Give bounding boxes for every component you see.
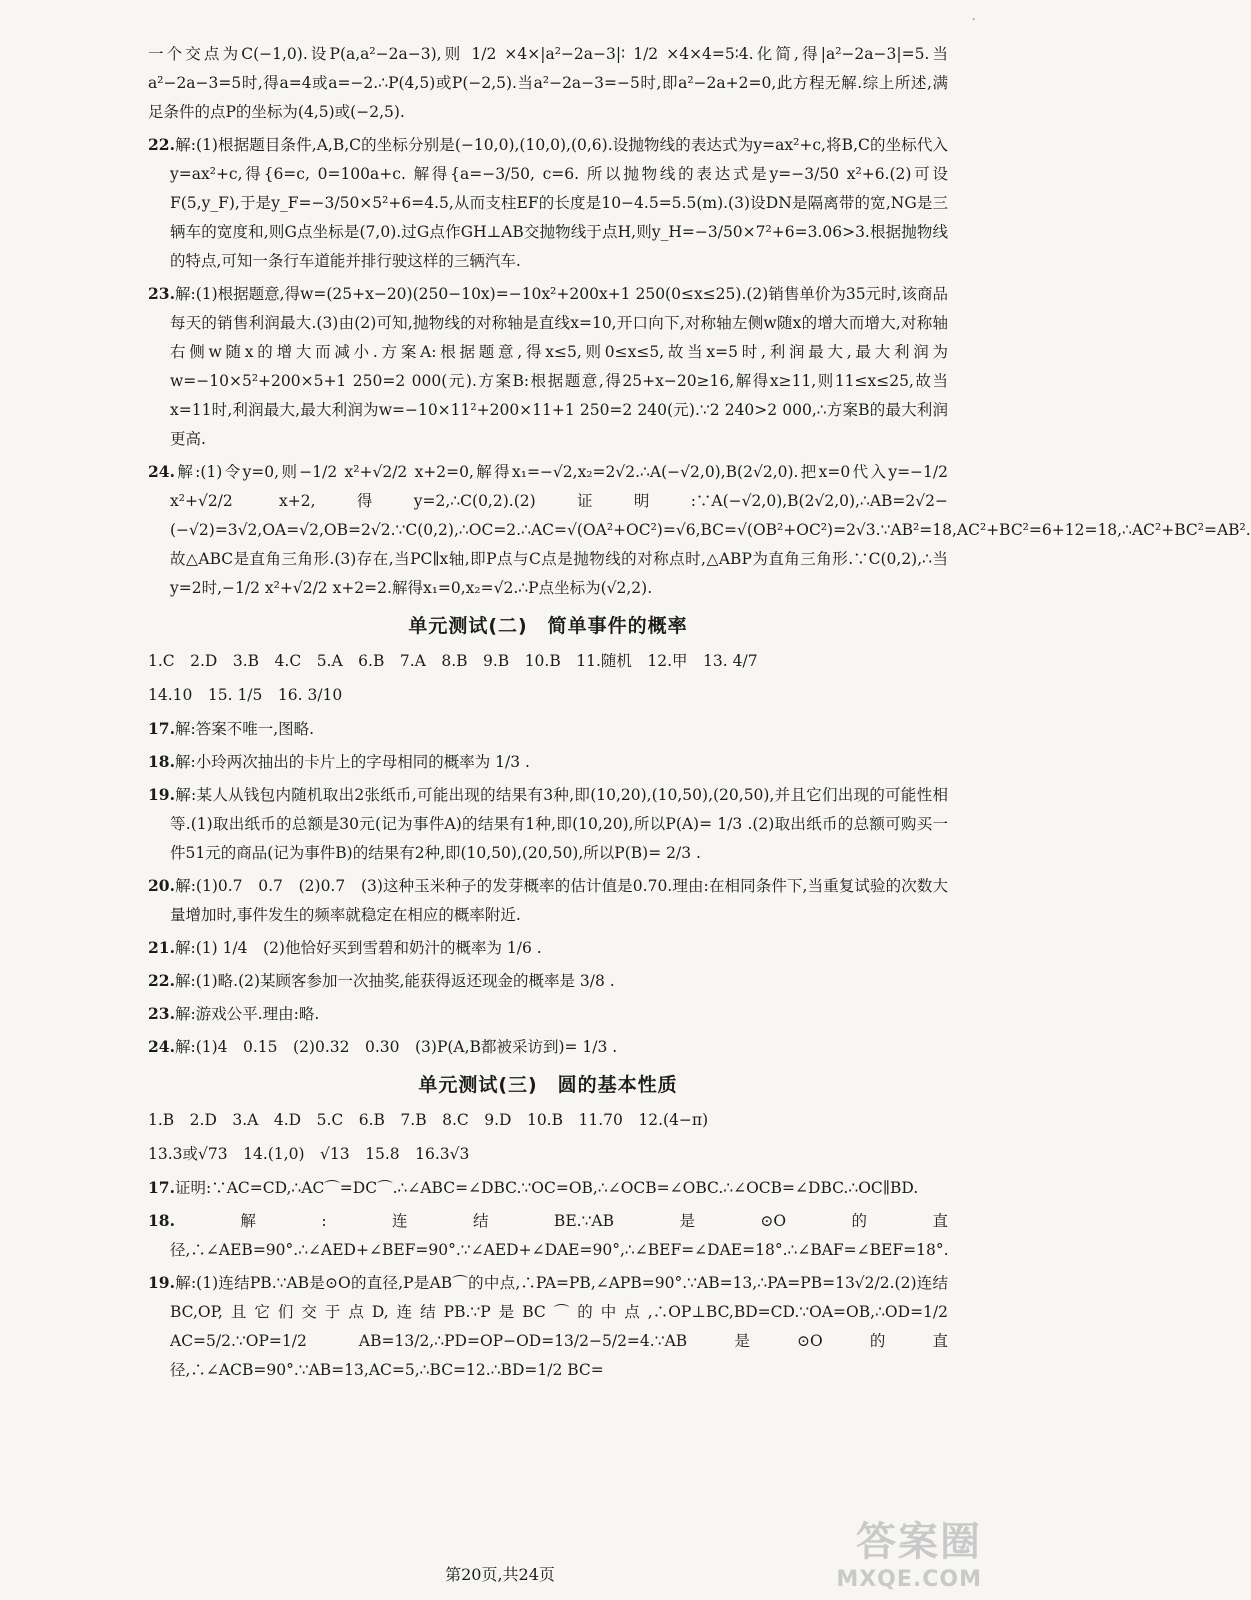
paragraph-continuation — [148, 40, 948, 127]
problem-number: 22. — [148, 135, 175, 154]
problem-number: 22. — [148, 971, 175, 990]
problem-text: 解:(1) 1/4 (2)他恰好买到雪碧和奶汁的概率为 1/6 . — [174, 939, 542, 957]
answer-line: 1.C 2.D 3.B 4.C 5.A 6.B 7.A 8.B 9.B 10.B 11.随机 12.甲 13. 4/7 — [148, 652, 758, 670]
problem-item — [148, 871, 948, 930]
problem-text: 解:(1)根据题意,得w=(25+x−20)(250−10x)=−10x²+200x+1 250(0≤x≤25).(2)销售单价为35元时,该商品每天的销售利润最大.(3)由(2)可知,抛物线的对称轴是直线x=10,开口向下,对称轴左侧w随x的增大而增大,对称轴右侧w随x的增大而减小.方案A:根据题意,得x≤5,则0≤x≤5,故当x=5时,利润最大,最大利润为w=−10×5²+200×5+1 250=2 000(元).方案B:根据题意,得25+x−20≥16,解得x≥11,则11≤x≤25,故当x=11时,利润最大,最大利润为w=−10×11²+200×11+1 250=2 240(元).∵2 240>2 000,∴方案B的最大利润更高. — [170, 285, 948, 448]
problem-text: 解:连结BE.∵AB是⊙O的直径,∴∠AEB=90°.∴∠AED+∠BEF=90°.∵∠AED+∠DAE=90°,∴∠BEF=∠DAE=18°.∴∠BAF=∠BEF=18°. — [170, 1212, 949, 1259]
problem-number: 18. — [148, 1211, 175, 1230]
problem-item — [148, 999, 948, 1029]
problem-number: 18. — [148, 752, 175, 771]
problem-24 — [148, 457, 1251, 603]
problem-number: 20. — [148, 876, 175, 895]
page-footer: 第20页,共24页 — [445, 1565, 555, 1584]
problem-text: 解:答案不唯一,图略. — [174, 720, 315, 738]
problem-text: 证明:∵AC=CD,∴AC⌒=DC⌒.∴∠ABC=∠DBC.∵OC=OB,∴∠OCB=∠OBC.∴∠OCB=∠DBC.∴OC∥BD. — [174, 1179, 919, 1197]
problem-number: 17. — [148, 719, 175, 738]
answer-line: 14.10 15. 1/5 16. 3/10 — [148, 686, 343, 704]
problem-item — [148, 1206, 948, 1265]
problem-item — [148, 1032, 948, 1062]
problem-22 — [148, 130, 948, 276]
watermark-url: MXQE.COM — [836, 1567, 982, 1592]
problem-number: 24. — [148, 462, 175, 481]
problem-text: 解:小玲两次抽出的卡片上的字母相同的概率为 1/3 . — [174, 753, 530, 771]
problem-item — [148, 747, 948, 777]
problem-text: 解:(1)4 0.15 (2)0.32 0.30 (3)P(A,B都被采访到)= 1/3 . — [174, 1038, 618, 1056]
watermark-text: 答案圈 — [856, 1519, 982, 1565]
paragraph-text: 一个交点为C(−1,0).设P(a,a²−2a−3),则 1/2 ×4×|a²−2a−3|∶ 1/2 ×4×4=5∶4.化简,得|a²−2a−3|=5.当a²−2a−3=5时,得a=4或a=−2.∴P(4,5)或P(−2,5).当a²−2a−3=−5时,即a²−2a+2=0,此方程无解.综上所述,满足条件的点P的坐标为(4,5)或(−2,5). — [148, 45, 948, 121]
problem-number: 19. — [148, 785, 175, 804]
section-title-unit-2: 单元测试(二) 简单事件的概率 — [408, 615, 688, 637]
problem-text: 解:(1)令y=0,则−1/2 x²+√2/2 x+2=0,解得x₁=−√2,x₂=2√2.∴A(−√2,0),B(2√2,0).把x=0代入y=−1/2 x²+√2/2 x+2,得y=2,∴C(0,2).(2)证明:∵A(−√2,0),B(2√2,0),∴AB=2√2−(−√2)=3√2,OA=√2,OB=2√2.∵C(0,2),∴OC=2.∴AC=√(OA²+OC²)=√6,BC=√(OB²+OC²)=2√3.∵AB²=18,AC²+BC²=6+12=18,∴AC²+BC²=AB².故△ABC是直角三角形.(3)存在,当PC∥x轴,即P点与C点是抛物线的对称点时,△ABP为直角三角形.∵C(0,2),∴当y=2时,−1/2 x²+√2/2 x+2=2.解得x₁=0,x₂=√2.∴P点坐标为(√2,2). — [170, 463, 1251, 597]
problem-item — [148, 714, 948, 744]
problem-number: 21. — [148, 938, 175, 957]
watermark-logo — [836, 1510, 982, 1592]
problem-number: 23. — [148, 284, 175, 303]
problem-item — [148, 1173, 948, 1203]
corner-mark: · — [971, 12, 976, 28]
answer-line: 1.B 2.D 3.A 4.D 5.C 6.B 7.B 8.C 9.D 10.B 11.70 12.(4−π) — [148, 1111, 709, 1129]
answer-line: 13.3或√73 14.(1,0) √13 15.8 16.3√3 — [148, 1145, 470, 1163]
problem-item — [148, 933, 948, 963]
problem-item — [148, 780, 948, 868]
problem-number: 24. — [148, 1037, 175, 1056]
problem-item — [148, 1268, 948, 1385]
problem-text: 解:(1)0.7 0.7 (2)0.7 (3)这种玉米种子的发芽概率的估计值是0.70.理由:在相同条件下,当重复试验的次数大量增加时,事件发生的频率就稳定在相应的概率附近. — [170, 877, 948, 924]
problem-text: 解:(1)根据题目条件,A,B,C的坐标分别是(−10,0),(10,0),(0,6).设抛物线的表达式为y=ax²+c,将B,C的坐标代入y=ax²+c,得{6=c, 0=100a+c. 解得{a=−3/50, c=6. 所以抛物线的表达式是y=−3/50 x²+6.(2)可设F(5,y_F),于是y_F=−3/50×5²+6=4.5,从而支柱EF的长度是10−4.5=5.5(m).(3)设DN是隔离带的宽,NG是三辆车的宽度和,则G点坐标是(7,0).过G点作GH⊥AB交抛物线于点H,则y_H=−3/50×7²+6=3.06>3.根据抛物线的特点,可知一条行车道能并排行驶这样的三辆汽车. — [170, 136, 948, 270]
problem-number: 17. — [148, 1178, 175, 1197]
problem-item — [148, 966, 948, 996]
section-title-unit-3: 单元测试(三) 圆的基本性质 — [418, 1074, 678, 1096]
problem-23 — [148, 279, 948, 454]
problem-text: 解:某人从钱包内随机取出2张纸币,可能出现的结果有3种,即(10,20),(10,50),(20,50),并且它们出现的可能性相等.(1)取出纸币的总额是30元(记为事件A)的结果有1种,即(10,20),所以P(A)= 1/3 .(2)取出纸币的总额可购买一件51元的商品(记为事件B)的结果有2种,即(10,50),(20,50),所以P(B)= 2/3 . — [170, 786, 948, 862]
problem-number: 19. — [148, 1273, 175, 1292]
content — [148, 40, 1251, 1388]
problem-text: 解:(1)连结PB.∵AB是⊙O的直径,P是AB⌒的中点,∴PA=PB,∠APB=90°.∵AB=13,∴PA=PB=13√2/2.(2)连结BC,OP,且它们交于点D,连结PB.∵P是BC⌒的中点,∴OP⊥BC,BD=CD.∵OA=OB,∴OD=1/2 AC=5/2.∵OP=1/2 AB=13/2,∴PD=OP−OD=13/2−5/2=4.∵AB是⊙O的直径,∴∠ACB=90°.∵AB=13,AC=5,∴BC=12.∴BD=1/2 BC= — [170, 1274, 948, 1379]
problem-text: 解:(1)略.(2)某顾客参加一次抽奖,能获得返还现金的概率是 3/8 . — [174, 972, 615, 990]
problem-number: 23. — [148, 1004, 175, 1023]
problem-text: 解:游戏公平.理由:略. — [174, 1005, 320, 1023]
